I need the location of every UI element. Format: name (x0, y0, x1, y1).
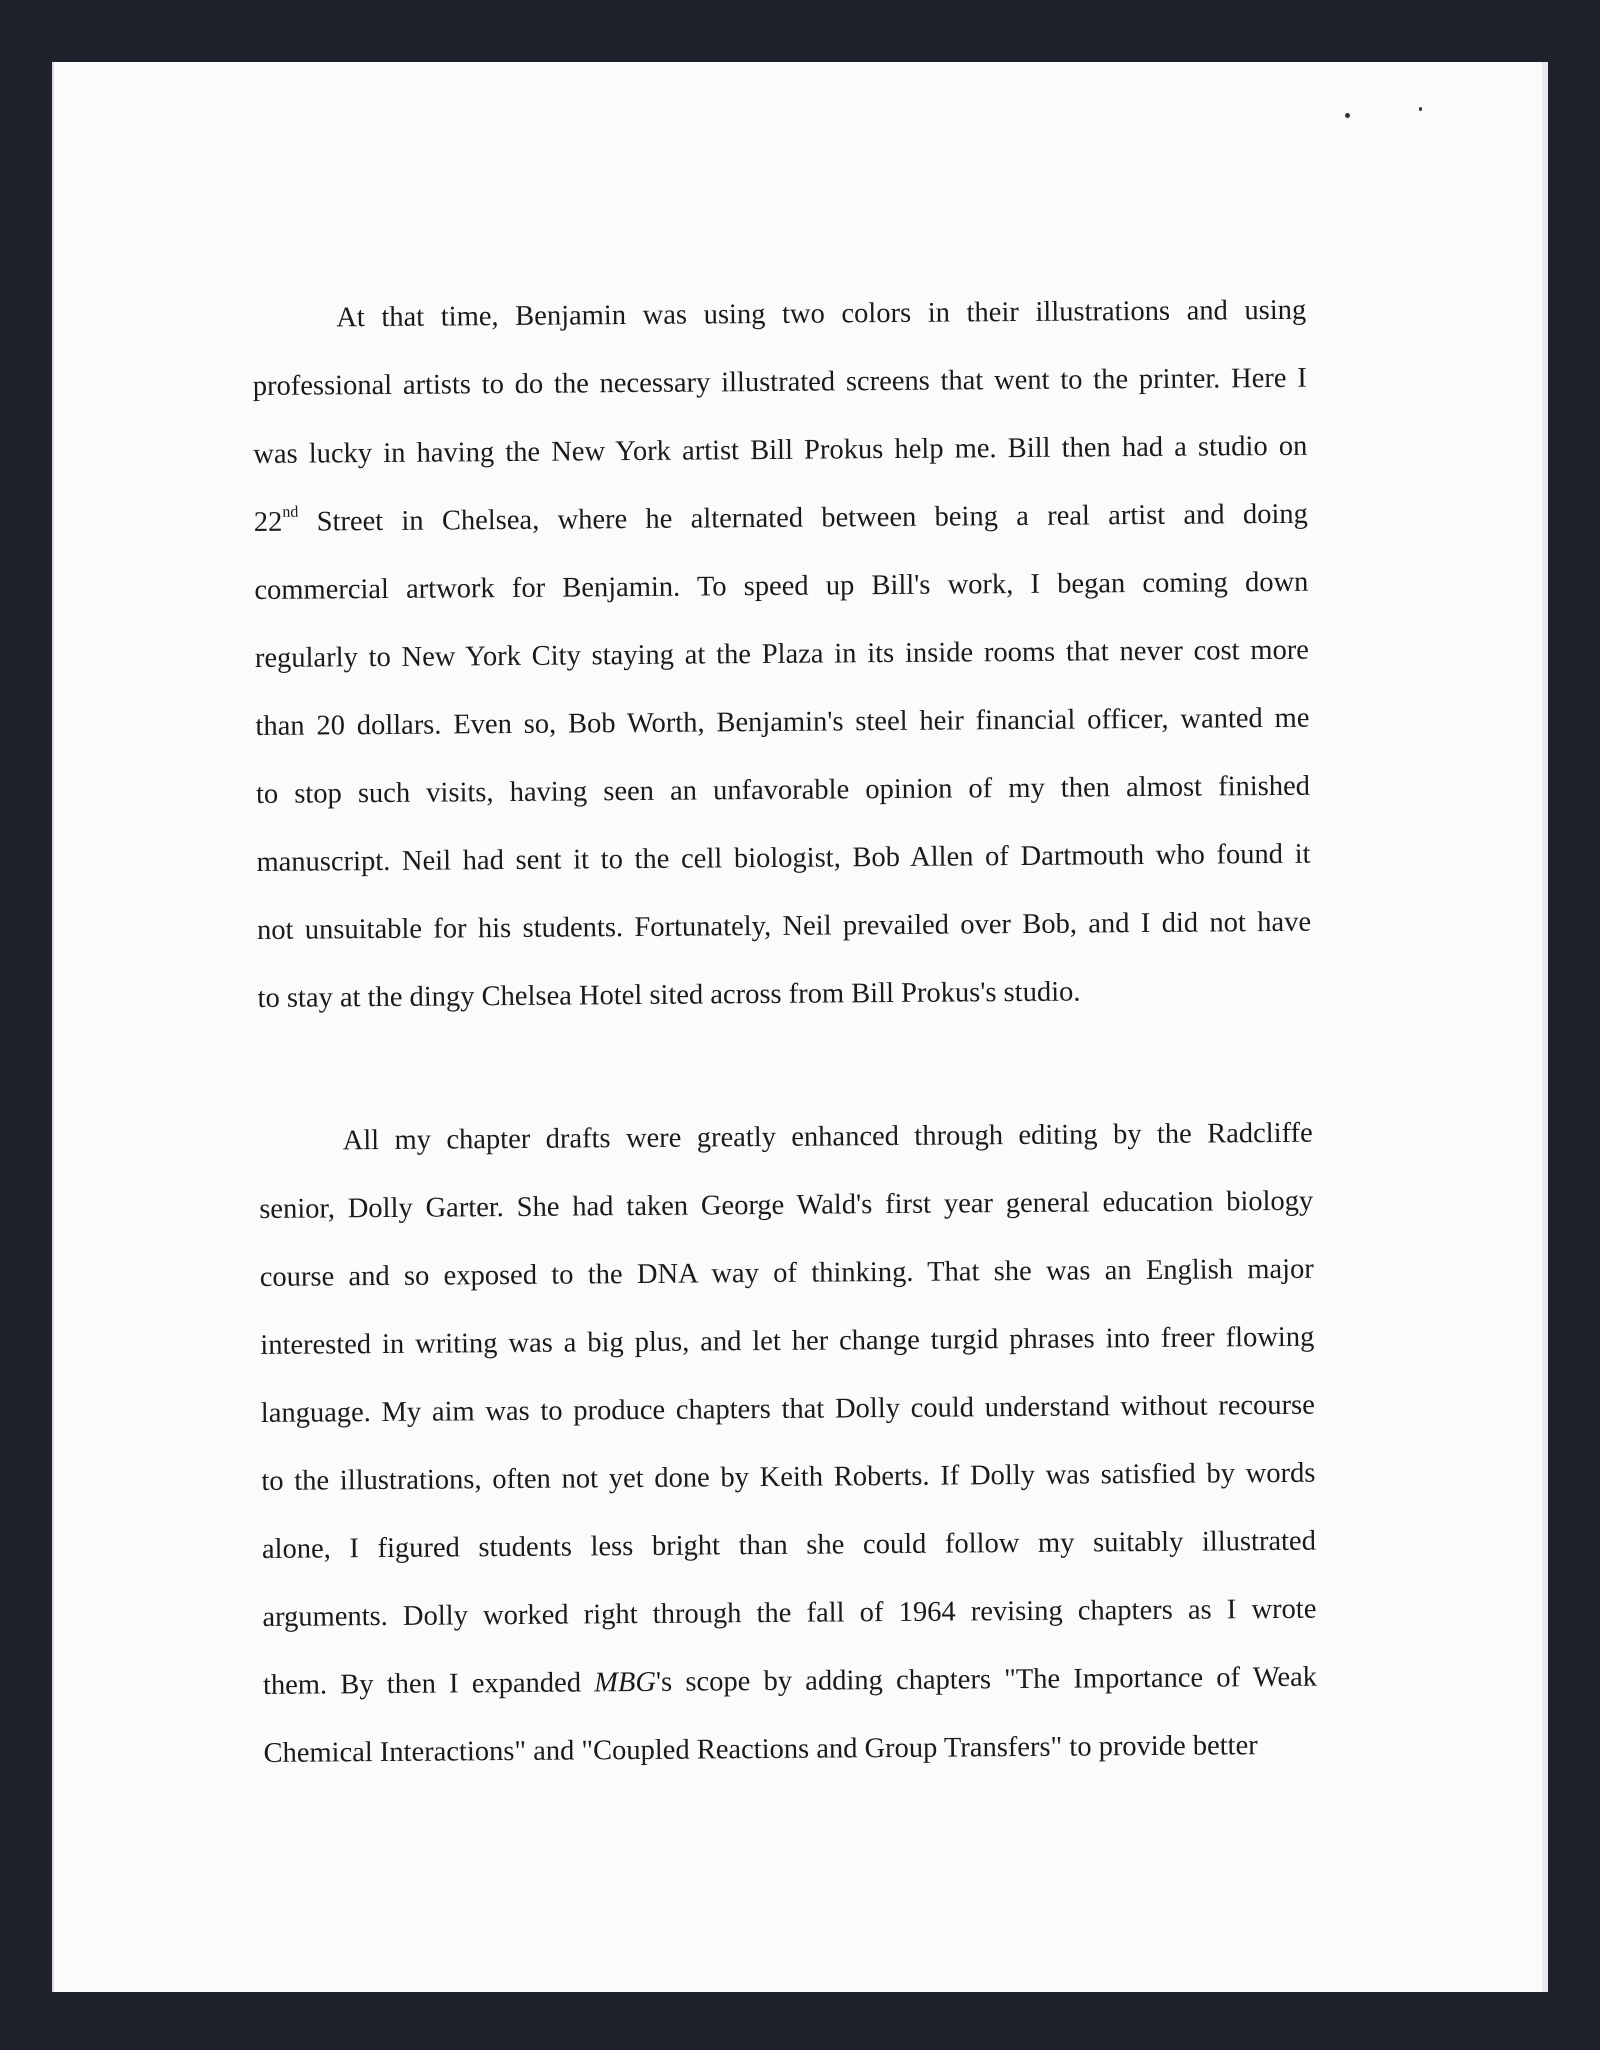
text-line (255, 685, 1310, 761)
line-text: course and so exposed to the DNA way of thinking. That she was an English major (259, 1253, 1314, 1293)
line-text: was lucky in having the New York artist Bill Prokus help me. Bill then had a studio on (253, 430, 1308, 470)
line-text: commercial artwork for Benjamin. To speed up Bill's work, I began coming down (254, 566, 1309, 606)
line-text: arguments. Dolly worked right through the fall of 1964 revising chapters as I wrote (262, 1593, 1317, 1633)
paragraph-gap (258, 1025, 1313, 1108)
line-text: At that time, Benjamin was using two colors in their illustrations and using (336, 294, 1307, 334)
text-line (260, 1304, 1315, 1380)
line-text: All my chapter drafts were greatly enhanced through editing by the Radcliffe (342, 1117, 1313, 1157)
ordinal-superscript: nd (282, 503, 299, 521)
text-line (253, 413, 1308, 489)
text-line (257, 889, 1312, 965)
ink-speck (1345, 113, 1350, 118)
text-line (261, 1440, 1316, 1516)
typed-text-body (252, 277, 1318, 1788)
text-line (263, 1712, 1318, 1788)
line-text: to stay at the dingy Chelsea Hotel sited across from Bill Prokus's studio. (257, 976, 1081, 1014)
text-line (257, 957, 1312, 1033)
text-line (252, 277, 1307, 353)
paragraph (258, 1100, 1317, 1788)
text-line (256, 821, 1311, 897)
line-text: to the illustrations, often not yet done by Keith Roberts. If Dolly was satisfied by words (261, 1457, 1316, 1497)
line-text: senior, Dolly Garter. She had taken George Wald's first year general education biology (259, 1185, 1314, 1225)
paragraph (252, 277, 1312, 1033)
line-text: alone, I figured students less bright than she could follow my suitably illustrated (261, 1525, 1317, 1565)
text-line (261, 1372, 1316, 1448)
text-line (253, 345, 1308, 421)
text-line (258, 1100, 1313, 1176)
paper-edge (1542, 62, 1548, 1992)
text-line (255, 617, 1310, 693)
italic-title: MBG (594, 1666, 657, 1699)
line-text: than 20 dollars. Even so, Bob Worth, Benjamin's steel heir financial officer, wanted me (255, 702, 1310, 742)
text-line (254, 481, 1309, 557)
line-text: them. By then I expanded (262, 1667, 595, 1701)
line-text: 22 (253, 506, 283, 538)
line-text: interested in writing was a big plus, and let her change turgid phrases into freer flowing (260, 1321, 1315, 1361)
line-text: Chemical Interactions" and "Coupled Reactions and Group Transfers" to provide better (263, 1730, 1258, 1769)
line-text: not unsuitable for his students. Fortunately, Neil prevailed over Bob, and I did not have (256, 906, 1312, 946)
text-line (259, 1168, 1314, 1244)
line-text: Street in Chelsea, where he alternated between being a real artist and doing (298, 498, 1308, 538)
line-text: manuscript. Neil had sent it to the cell biologist, Bob Allen of Dartmouth who found it (256, 838, 1311, 878)
line-text: language. My aim was to produce chapters that Dolly could understand without recourse (260, 1389, 1315, 1429)
line-text: to stop such visits, having seen an unfavorable opinion of my then almost finished (255, 770, 1311, 810)
text-line (262, 1576, 1317, 1652)
line-text: professional artists to do the necessary illustrated screens that went to the printer. Here I (252, 362, 1307, 402)
line-text: regularly to New York City staying at the Plaza in its inside rooms that never cost more (254, 634, 1310, 674)
line-text: 's scope by adding chapters "The Importance of Weak (655, 1661, 1318, 1698)
ink-speck (1419, 107, 1422, 111)
text-line (262, 1508, 1317, 1584)
paragraph-indent (252, 326, 336, 327)
text-line (260, 1236, 1315, 1312)
text-line (263, 1644, 1318, 1720)
text-line (256, 753, 1311, 829)
paragraph-indent (259, 1149, 343, 1150)
text-line (254, 549, 1309, 625)
